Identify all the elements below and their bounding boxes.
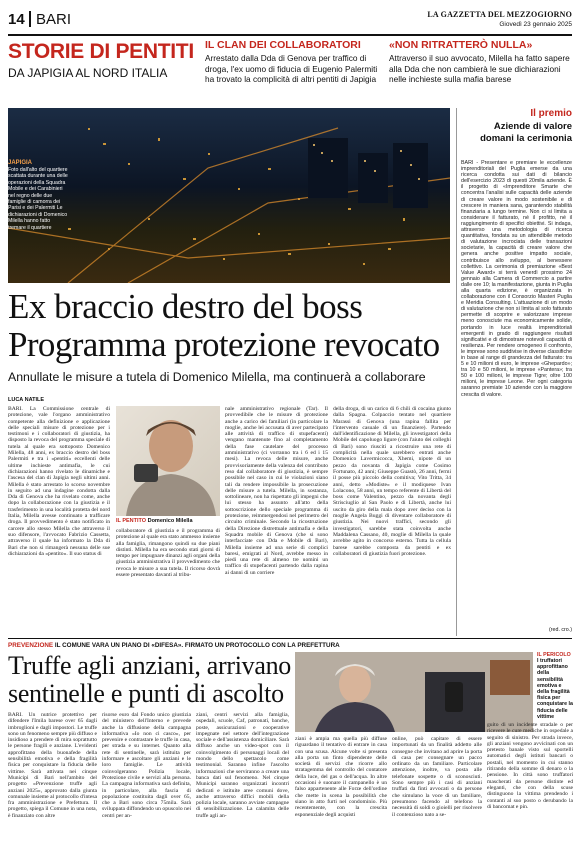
lower-col-1: BARI. Un nutrice protettivo per difendere l'Imila barese over 65 dagli imbroglioni e dagli impostori. Le truffe sono un fenomeno sempre più diffuso e insidioso a prendere di mira soprattutto le persone fragili e anziane. L'evidenti approfittano della buonafede della sensibilità emotiva e della fragilità fisica per conquistare la fiducia delle vittime. Sarà attivata nei cinque Municipi di Bari nell'ambito del progetto «Prevenzione truffe agli anziani 2025», approvato dalla giunta comunale insieme al protocollo d'intesa fra amministrazione e Prefettura. Il progetto, spiega il Comune in una nota, è finanziato con altre [8,712,97,819]
issue-date: Giovedì 23 gennaio 2025 [499,21,572,28]
lower-caption-label: IL PERICOLO [537,652,571,658]
lower-headline-1: Truffe agli anziani, arrivano [8,651,291,680]
kicker-left [205,39,383,85]
sidebar-signature: (red. cro.) [549,627,572,633]
kicker-right-title: «NON RITRATTERÒ NULLA» [389,39,533,51]
lower-photo-svg [295,652,533,732]
page-number: 14 [8,11,25,28]
kicker-left-text: Arrestato dalla Dda di Genova per traffico di droga, l'ex uomo di fiducia di Eugenio Palermiti ha trovato la complicità di altri pentiti di Japigia [205,53,378,84]
lower-headline-2: sentinelle e punti di ascolto [8,679,284,708]
lower-photo [295,652,533,732]
lower-col-5: online, può capitare di essere importunati da un finalità addetto alle consegne che invitano ad aprire la porta di casa per consegnare un pacco ordinato da un familiare. Particolare attenzione, inoltre, va posta alle telefonate sospette o di sconosciuti. Sono sempre più i casi di anziani truffati da finti avvocati o da persone che simulano la voce di un familiare, presumono facendo al telefono la necessità di soldi o gioielli per risolvere il contenzioso nato a se- [392,736,482,818]
main-headline-2: Programma protezione revocato [8,325,440,364]
section-name: BARI [36,11,72,28]
main-col-1: BARI. La Commissione centrale di protezione, vale l'organo amministrativo competente alla definizione e applicazione delle speciali misure di protezione per i testimoni e i collaboratori di giustizia, ha disposto la revoca del programma speciale di tutela al quale era sottoposto Domenico Milella, 48 anni, ex braccio destro del boss Palermiti e tra i «pentiti» eccellenti delle ultime inchieste antimafia, le cui dichiarazioni hanno rivelato le dinamiche e l'ascesa del clan di Japigia negli ultimi anni. Milella è stato arrestato lo scorso novembre in seguito ad una indagine condotta dalla Dda di Genova che ha rivelato come, anche dopo la collaborazione con la giustizia e il trasferimento in una località protetta del nord Italia, Milella avesse continuato a trafficare droga. Il provvedimento è stato notificato in carcere allo stesso Milella che attraverso il suo difensore, l'avvocato Fabrizio Cassetta, attraverso il quale ha informato la Dda di Bari che non si rimangerà nessuna delle sue dichiarazioni da «pentito». Il suo status di [8,406,110,557]
kicker-right [389,39,572,85]
main-deck: Annullate le misure a tutela di Domenico Milella, ma continuerà a collaborare [8,370,426,384]
lower-kicker-label: PREVENZIONE [8,642,54,649]
main-byline: LUCA NATILE [8,397,45,403]
photo-caption-text: Foto dall'alto del quartiere scattata durante una delle operazioni della Squadra Mobile e dei Carabinieri nel regno delle due famiglie di camorra dei Parisi e dei Palermiti Le dichiarazioni di Domenico Milella hanno fatto tremare il quartiere [8,167,68,231]
sidebar-title: Aziende di valore domani la cerimonia [480,121,572,144]
series-title: STORIE DI PENTITI [8,40,194,63]
lower-col-6: guito di un incidente stradale o per ricevere le cure mediche in ospedale a seguito di sinistro. Per strada invece, gli anziani vengono avvicinati con un pretesto banale visto sul sportelli automatici degli istituti bancari o postali, nel momento in cui stanno ritirando della somme di denaro o la pensione. In città sono truffatori mascherati da persone distinte ed eleganti, che con della scuse distinguono la vittima prendendo i contanti al suo posto o derubando la di bancomat e pin. [487,722,573,810]
lower-kicker [8,642,340,649]
portrait-caption-name: Domenico Milella [147,518,193,524]
lower-section-rule [8,638,572,639]
kicker-left-title: IL CLAN DEI COLLABORATORI [205,39,361,51]
night-city-svg [8,108,450,283]
series-subtitle: DA JAPIGIA AL NORD ITALIA [8,66,168,80]
main-col-4: della droga, di un carico di 6 chili di cocaina giunto dalla Spagna. Colpaccio tentato nel quartiere Marassi di Genova (una rapina fallita per l'intervento casuale di un finanziere). Partendo dall'identificazione di Milella, gli investigatori della Mobile del capoluogo ligure (con l'aiuto dei colleghi di Bari) sono riusciti a ricostruire una rete di complicità nella quale sarebbero entrati anche Domenico Lavermicocca, Xhemi, nipote di un pezzo da novanta di Japigia come Cosimo Fortunato, 42 anni; Giuseppe Guastò, 26 anni, fermi il posse più piccolo della comitiva; Vito Tritta, 34 anni, detto «Modiste» e il modiquese Ivan Lolacono, 58 anni, un tempo referente di Libertà del boss come Valentino, pezzo da novanta degli Strisciuglio al San Paolo e di Libertà, anche lui uscito da giro della mala dopo aver deciso con la moglie Angela Buggi di diventare collaboratore di giustizia. Nei nuovi traffici, secondo gli investigatori, sarebbe stata coinvolta anche Maddalena Cassano, 40, moglie di Milella la quale avrebbe agito in concorso esterno. Tutta la cellula barese sarebbe composta da pentiti e ex collaboratori di giustizia fuori protezione. [333,406,451,557]
lower-col-4: ziani è ampia ma quella più diffuse riguardano il tentativo di entrare in casa con una scusa. Alcune volte si presenta alla porta un finto dipendente delle società di servizi che ricorre allo stratagemma del controllo del contatore della luce, del gas o dell'acqua. In altre occasioni è suonare il campanello è un falso appartenente alle Forze dell'ordine che mette in scena la possibilità che siano in atto furti nel condominio. Più recentemente, con la crescita esponenziale degli acquisti [295,736,387,818]
sidebar-label: Il premio [530,108,572,119]
header-divider [29,11,31,27]
photo-caption [8,160,68,231]
lower-photo-caption [537,652,573,720]
photo-caption-title: JAPIGIA [8,160,33,166]
portrait-svg [116,406,220,516]
page-header [8,8,572,34]
sidebar-divider [456,108,457,636]
newspaper-name: LA GAZZETTA DEL MEZZOGIORNO [427,10,572,19]
kicker-right-text: Attraverso il suo avvocato, Milella ha fatto sapere alla Dda che non cambierà le sue dichiarazioni nelle inchieste sulla mafia barese [389,53,570,84]
lower-caption-text: I truffatori approfittano della sensibilità emotiva e della fragilità fisica per conquistare la fiducia delle vittime [537,658,573,720]
portrait-photo [116,406,220,516]
lower-kicker-text: IL COMUNE VARA UN PIANO DI «DIFESA». FIRMATO UN PROTOCOLLO CON LA PREFETTURA [54,642,340,649]
portrait-caption [116,518,220,524]
main-col-3: nale amministrativo regionale (Tar). Il provvedibile che le misure di protezione anche a carico dei familiari (in particolare la moglie, anche lei accusata di aver partecipato alle attività di traffico di stupefacenti) vengano mantenute fino al completamento della fase cautelare del processo amministrativo (ci vorranno tra i 6 ed i 15 mesi). La revoca delle misure, anche provvisoriamente della valenza del contributo reso dal collaboratore di giustizia, è sempre possibile nel caso in cui le violazioni siano tali da rendere impossibile la prosecuzione delle misure a tutela. Milella, in sostanza, sottolineare, non ha rispettato gli impegni che lui stesso ha assunto all'atto della sottoscrizione dello speciale programma di protezione, reimmergendosi nel perimetro del circuito criminale. Secondo la ricostruzione della Direzione distrettuale antimafia e della Squadra mobile di Genova (che si sono interfacciate con Dda e Mobile di Bari), Milella insieme ad una serie di complici baresi, emigrati al Nord, avrebbe messo in piedi una rete di almeno tre uomini un traffico di stupefacenti partendo dalla rapina ai danni di un corriere [225,406,328,576]
main-col-2: collaboratore di giustizia e il programma di protezione al quale era stato ammesso insieme alla famiglia, rimangono quindi su due piani distinti. Milella ha era secondo stati giorni di tempo per impugnare dinanzi agli organi della giustizia amministrativa il provvedimento che revoca le misure a sua tutela. Il ricorso dovrà essere presentato davanti al tribu- [116,528,220,579]
lower-col-2: risorse euro dal Fondo unico giustizia del ministero dell'Interno e prevede anche la diffusione della campagna informativa «Io non ci casco», per prevenire e contrastare le truffe in casa, per strada e su internet. Quanto alla rete di sentinelle, sarà istituita per informare e ascoltare gli anziani e le loro famiglie. Le attività coinvolgeranno Polizia locale, Protezione civile e servizi alla persona. La campagna informativa sarà definita, in particolare, alla fascia di popolazione costituita dagli over 65, che a Bari sono circa 75mila. Sarà sviluppata diffondendo un opuscolo nei centri per an- [102,712,191,819]
lower-col-3: ziani, centri servizi alla famiglia, ospedali, scuole, Caf, patronati, banche, poste, assicurazioni e cooperative impegnate nel settore dell'integrazione sociale e dell'assistenza domiciliare. Sarà diffuso anche un video-spot con il coinvolgimento di personaggi locali del mondo dello spettacolo come testimonial. Saranno infine l'ascolto informazioni che serviranno a creare una banca dati sul fenomeno. Nel cinque Municipi saranno organizzati incontri dedicati e istituite aree comuni dove, anche attraverso diffici mobili della polizia locale, saranno avviate campagne di sensibilizzazione. La calamita delle truffe agli an- [196,712,289,819]
header-rule [8,34,572,36]
aerial-photo [8,108,450,283]
sidebar [461,108,572,144]
sidebar-text: BARI - Presentare e premiare le eccellenze imprenditoriali del Puglia emerse da una ricerca condotta sui dati di bilancio dell'esercizio 2023 di questi 20mila aziende. È il progetto di «Imprenditore Smarte che concentra l'analisi sulle capacità delle aziende di creare valore in modo sostenibile e di crescere in maniera sana, garantendo stabilità finanziaria a lungo termine. Non ci si limita a considerare il fatturato, né il profitto, né il raggiungimento di specifici obiettivi. Si indaga, attraverso una metodologia di ricerca quantitativa, fondata su un attendibile metodo di valutazione incrociata delle transazioni societarie, la capacità di creare valore che genera anche positive impatto sociale, contribuisce allo sviluppo, al benessere collettivo. La cerimonia di premiazione «Best Value Award» si terrà venerdì prossimo 24 gennaio alla Camera di Commercio a partire dalle ore 10; la manifestazione, giunta in Puglia alla quarta edizione, è organizzata in collaborazione con il Consorzio Masteri Puglia e Meridia Consulting. L'attuazione di un modo di valutazione che non si limita al solo fatturato permette di scoprire e valorizzare imprese meno conosciute ma economicamente solide, portando in luce realtà imprenditoriali emergenti in grado di raggiungere risultati significativi e di dimostrare notevoli capacità di resilienza. Per rendere omogeneo il confronto, le imprese sono suddivise in diverse classifiche in base al range di grandezza del fatturato: tra 5 e 10 milioni di euro, le imprese «Ghepardo»; tra 10 e 50 milioni, le imprese «Pantera»; tra 50 e 100 milioni, le imprese Tigre; oltre 100 milioni, le imprese Leone. Per ogni categoria saranno premiate 10 aziende con la maggiore crescita di valore. [461,160,572,398]
portrait-caption-label: IL PENTITO [116,518,147,524]
main-headline-1: Ex braccio destro del boss [8,287,363,326]
